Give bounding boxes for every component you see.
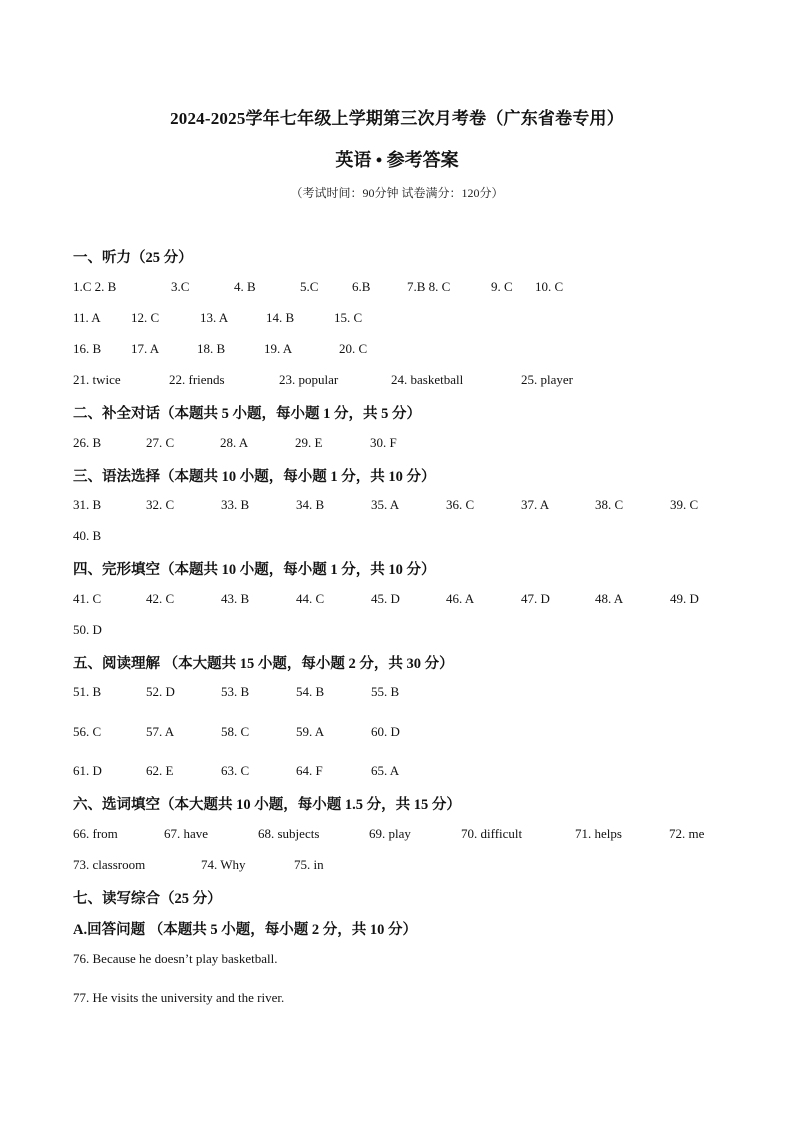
answer-item: 75. in xyxy=(294,857,324,872)
section-heading-listening: 一、听力（25 分） xyxy=(73,250,193,266)
answer-item: 54. B xyxy=(296,684,325,699)
answer-item: 5.C xyxy=(300,279,319,294)
answer-item: 74. Why xyxy=(201,857,246,872)
answer-item: 67. have xyxy=(164,826,209,841)
answer-item: 53. B xyxy=(221,684,250,699)
answer-item: 60. D xyxy=(371,724,400,739)
answer-item: 3.C xyxy=(171,279,190,294)
answer-item: 51. B xyxy=(73,684,102,699)
answer-item: 18. B xyxy=(197,341,226,356)
answer-item: 59. A xyxy=(296,724,325,739)
answer-item: 25. player xyxy=(521,372,573,387)
answer-item: 31. B xyxy=(73,497,102,512)
answer-item: 11. A xyxy=(73,310,101,325)
answer-item: 28. A xyxy=(220,435,249,450)
subsection-heading-answer-questions: A.回答问题 （本题共 5 小题，每小题 2 分，共 10 分） xyxy=(73,922,417,938)
answer-item: 30. F xyxy=(370,435,397,450)
answer-item: 68. subjects xyxy=(258,826,320,841)
answer-item: 56. C xyxy=(73,724,102,739)
answer-item: 26. B xyxy=(73,435,102,450)
answer-item: 61. D xyxy=(73,763,102,778)
answer-item: 9. C xyxy=(491,279,513,294)
answer-item: 4. B xyxy=(234,279,256,294)
answer-item: 17. A xyxy=(131,341,160,356)
section-heading-reading: 五、阅读理解 （本大题共 15 小题，每小题 2 分，共 30 分） xyxy=(73,656,454,672)
answer-item: 62. E xyxy=(146,763,174,778)
answer-item: 64. F xyxy=(296,763,323,778)
answer-item: 24. basketball xyxy=(391,372,464,387)
answer-item: 58. C xyxy=(221,724,250,739)
answer-item: 15. C xyxy=(334,310,363,325)
answer-item: 70. difficult xyxy=(461,826,523,841)
answer-item: 50. D xyxy=(73,622,102,637)
answer-item: 38. C xyxy=(595,497,624,512)
section-heading-cloze: 四、完形填空（本题共 10 小题，每小题 1 分，共 10 分） xyxy=(73,562,436,578)
answer-item: 57. A xyxy=(146,724,175,739)
answer-item: 55. B xyxy=(371,684,400,699)
exam-meta: （考试时间：90分钟 试卷满分：120分） xyxy=(290,186,504,200)
answer-item: 45. D xyxy=(371,591,400,606)
answer-item: 12. C xyxy=(131,310,160,325)
answer-item: 63. C xyxy=(221,763,250,778)
answer-item: 36. C xyxy=(446,497,475,512)
answer-item: 65. A xyxy=(371,763,400,778)
section-heading-dialogue: 二、补全对话（本题共 5 小题，每小题 1 分，共 5 分） xyxy=(73,406,421,422)
answer-item: 72. me xyxy=(669,826,705,841)
answer-item: 34. B xyxy=(296,497,325,512)
answer-item: 32. C xyxy=(146,497,175,512)
answer-item: 42. C xyxy=(146,591,175,606)
answer-item: 49. D xyxy=(670,591,699,606)
answer-item: 6.B xyxy=(352,279,371,294)
page-subtitle: 英语 • 参考答案 xyxy=(335,150,459,170)
answer-item: 48. A xyxy=(595,591,624,606)
answer-item: 1.C 2. B xyxy=(73,279,117,294)
answer-item: 20. C xyxy=(339,341,368,356)
answer-item: 71. helps xyxy=(575,826,622,841)
section-heading-read-write: 七、读写综合（25 分） xyxy=(73,891,222,907)
section-heading-word-fill: 六、选词填空（本大题共 10 小题，每小题 1.5 分，共 15 分） xyxy=(73,797,461,813)
answer-item: 52. D xyxy=(146,684,175,699)
answer-item: 47. D xyxy=(521,591,550,606)
answer-item: 27. C xyxy=(146,435,175,450)
answer-item: 14. B xyxy=(266,310,295,325)
answer-item: 23. popular xyxy=(279,372,339,387)
answer-item: 35. A xyxy=(371,497,400,512)
answer-item: 7.B 8. C xyxy=(407,279,451,294)
answer-item: 73. classroom xyxy=(73,857,146,872)
answer-item: 41. C xyxy=(73,591,102,606)
answer-item: 46. A xyxy=(446,591,475,606)
answer-item: 19. A xyxy=(264,341,293,356)
section-heading-grammar: 三、语法选择（本题共 10 小题，每小题 1 分，共 10 分） xyxy=(73,469,436,485)
answer-item: 10. C xyxy=(535,279,564,294)
answer-item: 22. friends xyxy=(169,372,225,387)
answer-item: 66. from xyxy=(73,826,118,841)
answer-item: 44. C xyxy=(296,591,325,606)
answer-item: 33. B xyxy=(221,497,250,512)
answer-item: 40. B xyxy=(73,528,102,543)
answer-item: 16. B xyxy=(73,341,102,356)
answer-item: 39. C xyxy=(670,497,699,512)
answer-item: 29. E xyxy=(295,435,323,450)
answer-item: 13. A xyxy=(200,310,229,325)
page-title: 2024-2025学年七年级上学期第三次月考卷（广东省卷专用） xyxy=(170,109,624,128)
answer-item: 76. Because he doesn’t play basketball. xyxy=(73,951,278,966)
answer-item: 77. He visits the university and the river. xyxy=(73,990,285,1005)
answer-item: 21. twice xyxy=(73,372,121,387)
answer-item: 69. play xyxy=(369,826,411,841)
answer-item: 43. B xyxy=(221,591,250,606)
answer-item: 37. A xyxy=(521,497,550,512)
